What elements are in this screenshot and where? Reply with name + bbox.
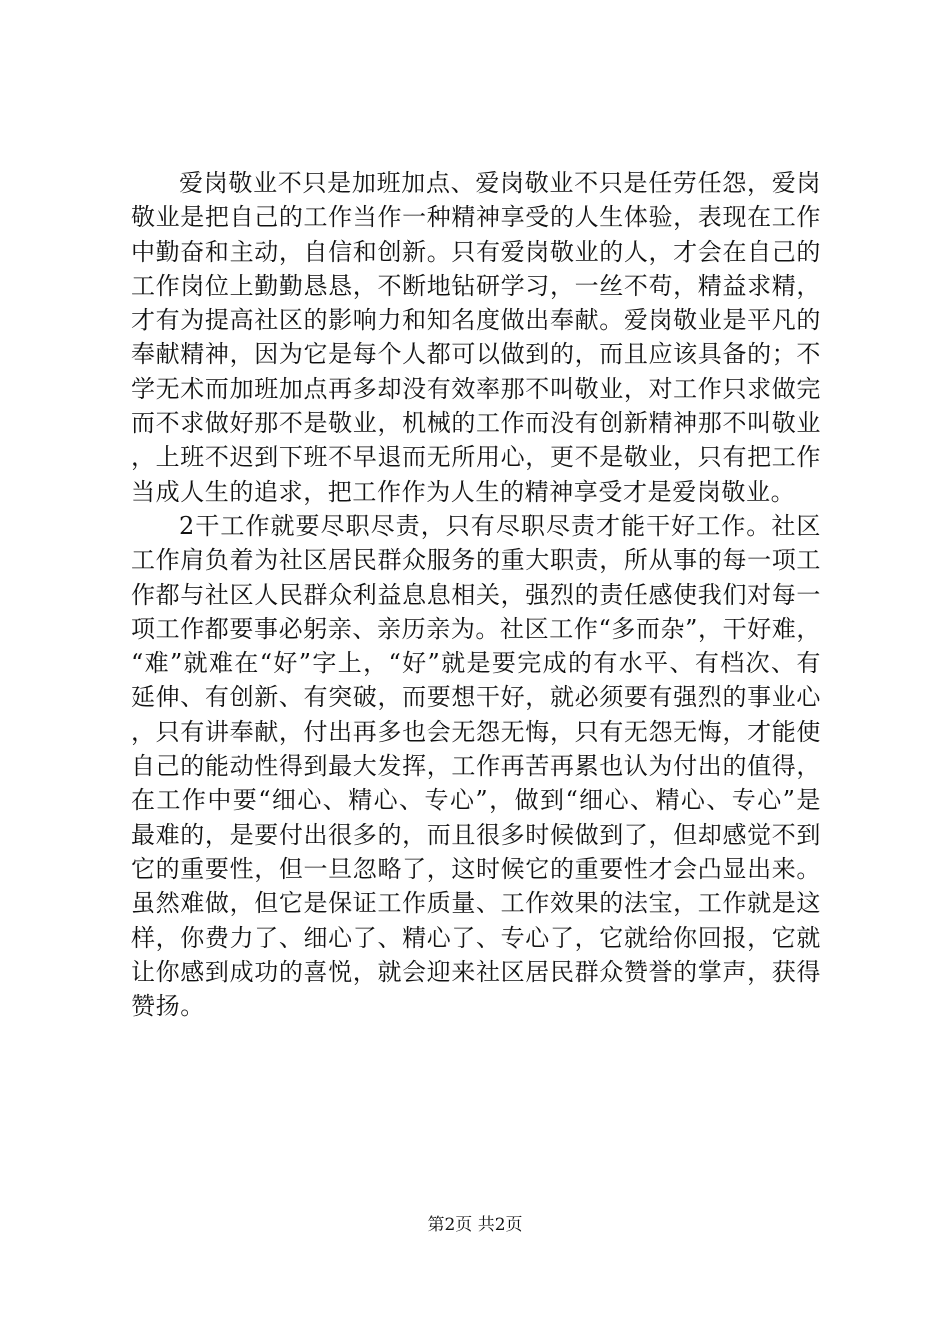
paragraph-2: 2干工作就要尽职尽责，只有尽职尽责才能干好工作。社区工作肩负着为社区居民群众服务的重大职责，所从事的每一项工作都与社区人民群众利益息息相关，强烈的责任感使我们对每一项工作都要事必躬亲、亲历亲为。社区工作“多而杂”，干好难，“难”就难在“好”字上，“好”就是要完成的有水平、有档次、有延伸、有创新、有突破，而要想干好，就必须要有强烈的事业心，只有讲奉献，付出再多也会无怨无悔，只有无怨无悔，才能使自己的能动性得到最大发挥，工作再苦再累也认为付出的值得，在工作中要“细心、精心、专心”，做到“细心、精心、专心”是最难的，是要付出很多的，而且很多时候做到了，但却感觉不到它的重要性，但一旦忽略了，这时候它的重要性才会凸显出来。虽然难做，但它是保证工作质量、工作效果的法宝，工作就是这样，你费力了、细心了、精心了、专心了，它就给你回报，它就让你感到成功的喜悦，就会迎来社区居民群众赞誉的掌声，获得赞扬。 [131,511,821,1021]
paragraph-1: 爱岗敬业不只是加班加点、爱岗敬业不只是任劳任怨，爱岗敬业是把自己的工作当作一种精神享受的人生体验，表现在工作中勤奋和主动，自信和创新。只有爱岗敬业的人，才会在自己的工作岗位上勤勤恳恳，不断地钻研学习，一丝不苟，精益求精，才有为提高社区的影响力和知名度做出奉献。爱岗敬业是平凡的奉献精神，因为它是每个人都可以做到的，而且应该具备的；不学无术而加班加点再多却没有效率那不叫敬业，对工作只求做完而不求做好那不是敬业，机械的工作而没有创新精神那不叫敬业，上班不迟到下班不早退而无所用心，更不是敬业，只有把工作当成人生的追求，把工作作为人生的精神享受才是爱岗敬业。 [131,169,821,506]
document-body [131,166,821,1023]
page-number-footer: 第2页 共2页 [427,1215,523,1235]
